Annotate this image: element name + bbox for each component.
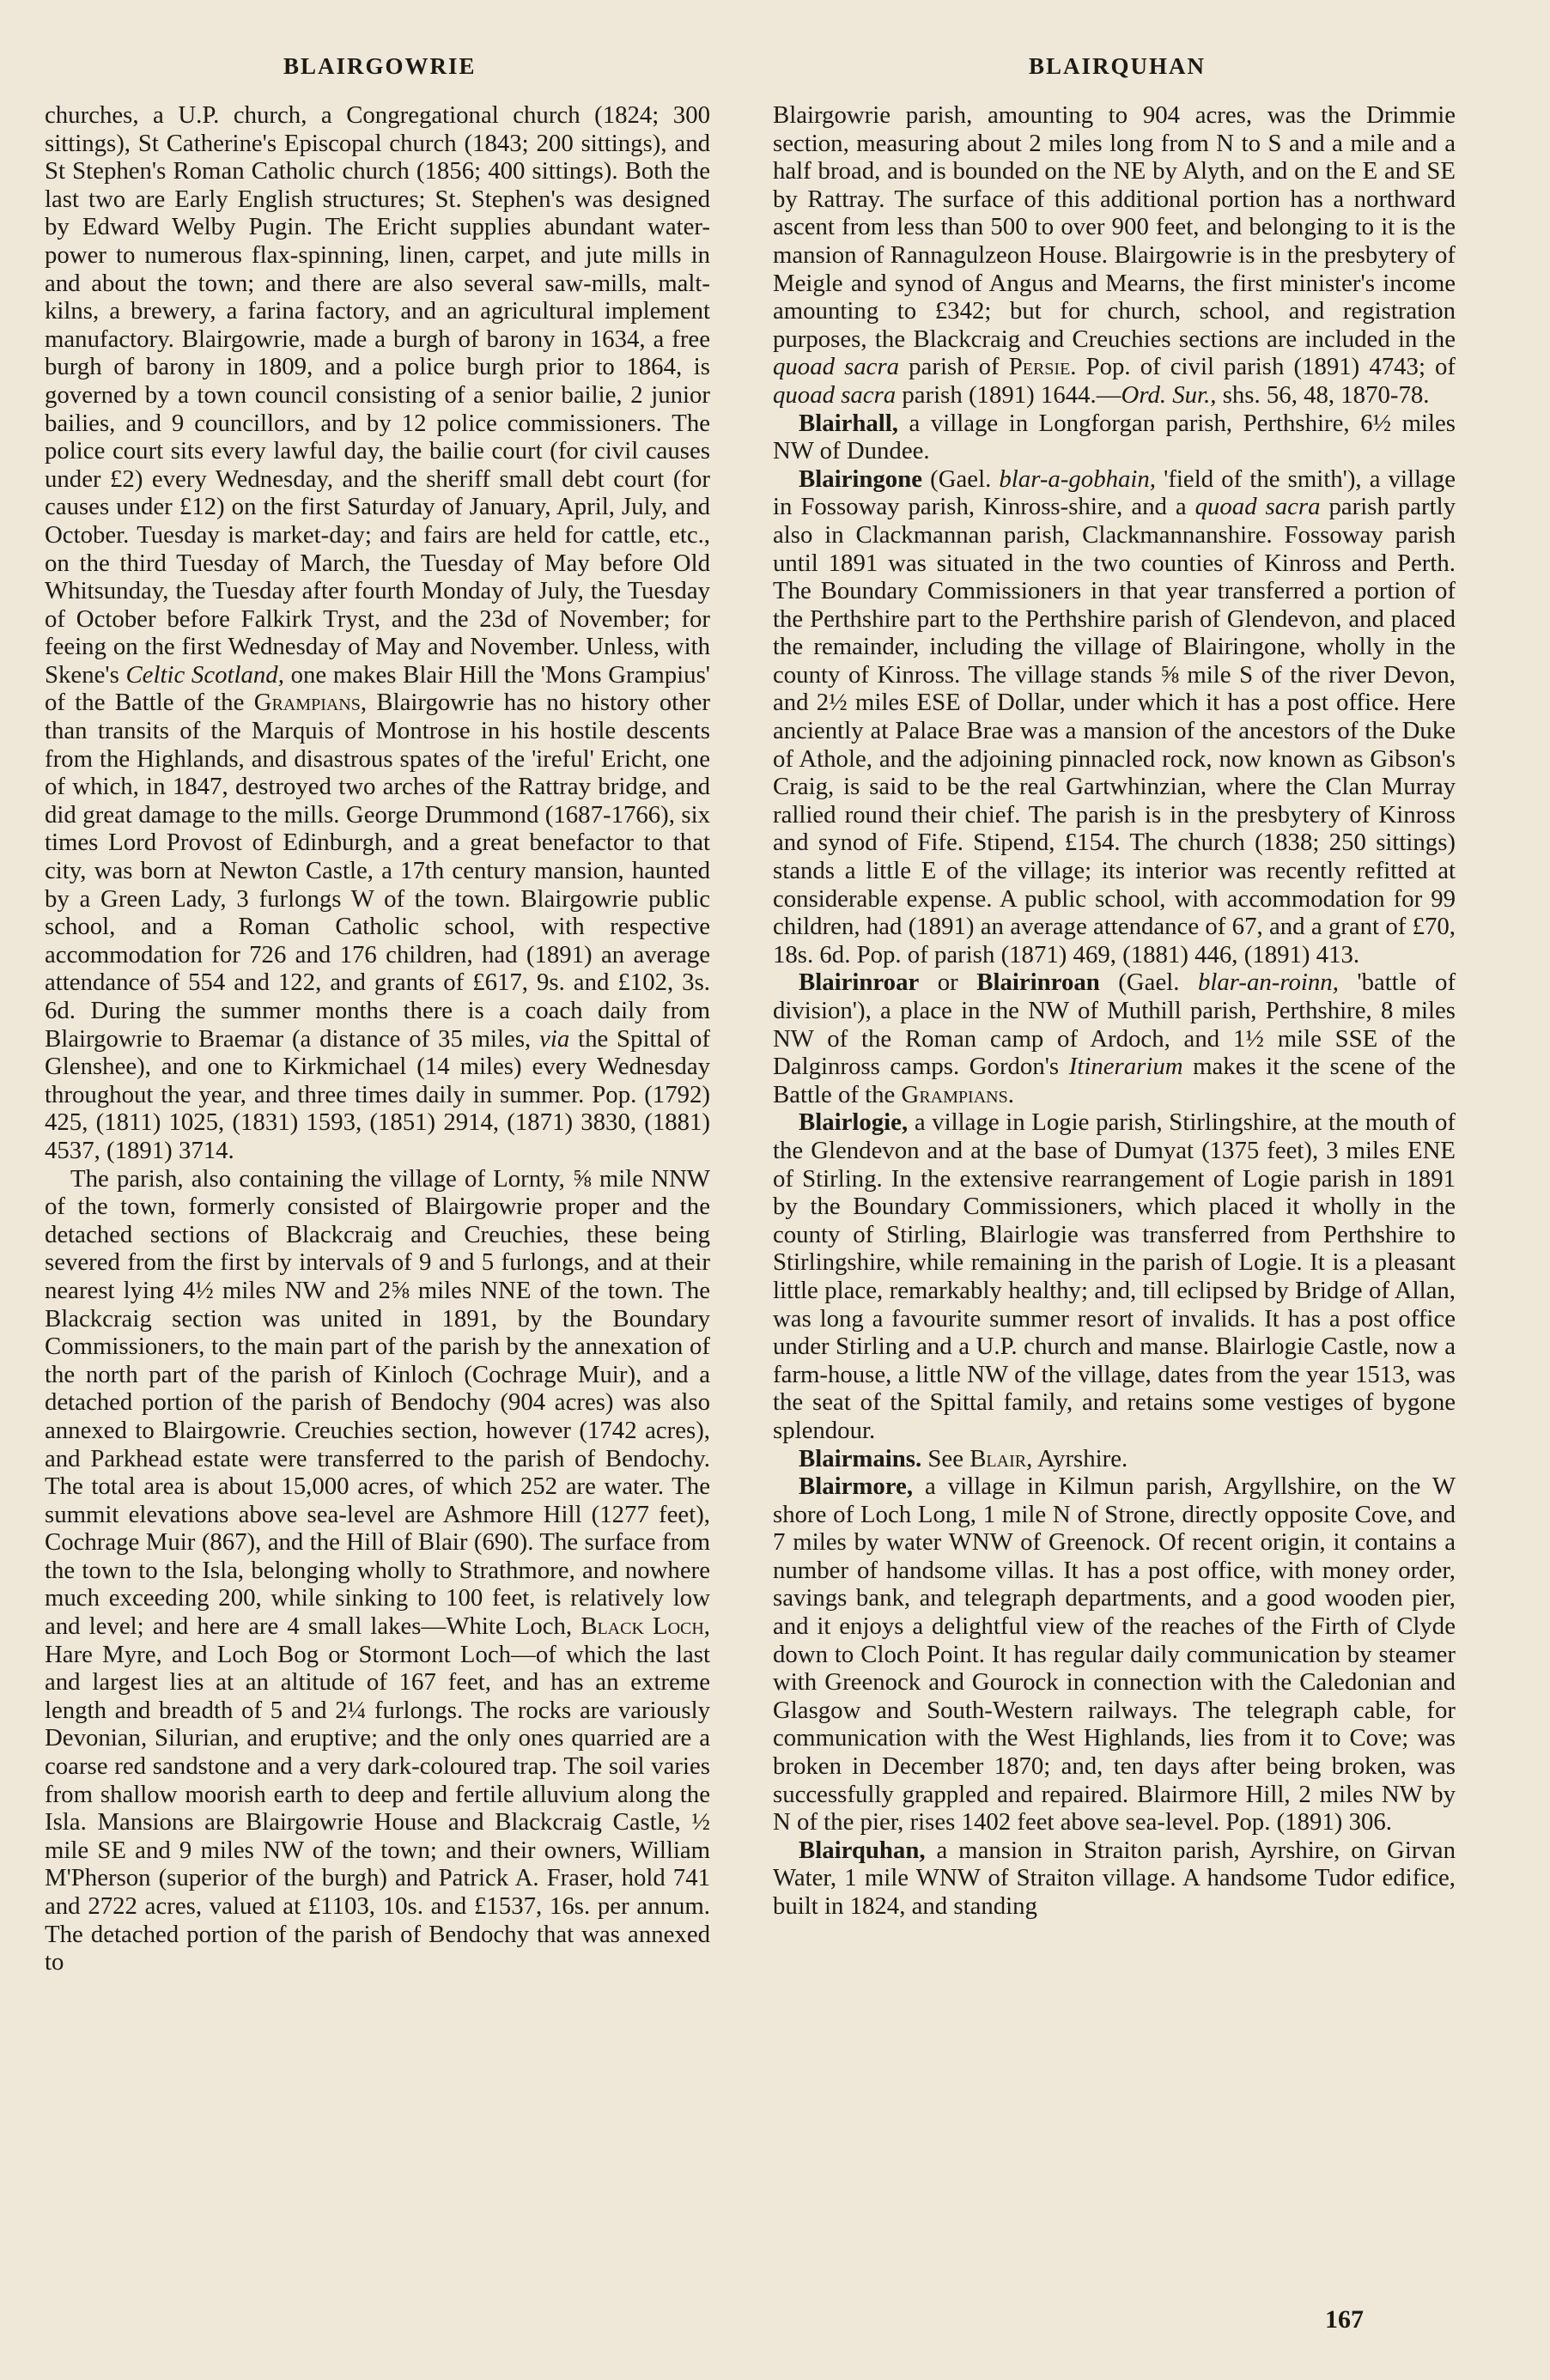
entry-blairinroar: Blairinroar or Blairinroan (Gael. blar-an-roinn, 'battle of division'), a place in the NW of Muthill parish, Perthshire, 8 miles NW of the Roman camp of Ardoch, and 1½ mile SSE of the Dalginross camps. Gordon's Itinerarium makes it the scene of the Battle of the Grampians. bbox=[773, 968, 1456, 1108]
running-head-right: BLAIRQUHAN bbox=[1029, 53, 1207, 79]
running-head-left: BLAIRGOWRIE bbox=[283, 53, 477, 79]
entry-blairquhan: Blairquhan, a mansion in Straiton parish, Ayrshire, on Girvan Water, 1 mile WNW of Straiton village. A handsome Tudor edifice, built in 1824, and standing bbox=[773, 1836, 1456, 1920]
entry-blairingone: Blairingone (Gael. blar-a-gobhain, 'field of the smith'), a village in Fossoway parish, Kinross-shire, and a quoad sacra parish partly also in Clackmannan parish, Clackmannanshire. Fossoway parish until 1891 was situated in the two counties of Kinross and Perth. The Boundary Commissioners in that year transferred a portion of the Perthshire part to the Perthshire parish of Glendevon, and placed the remainder, including the village of Blairingone, wholly in the county of Kinross. The village stands ⅝ mile S of the river Devon, and 2½ miles ESE of Dollar, under which it has a post office. Here anciently at Palace Brae was a mansion of the ancestors of the Duke of Athole, and the adjoining pinnacled rock, now known as Gibson's Craig, is said to be the real Gartwhinzian, where the Clan Murray rallied round their chief. The parish is in the presbytery of Kinross and synod of Fife. Stipend, £154. The church (1838; 250 sittings) stands a little E of the village; its interior was recently refitted at considerable expense. A public school, with accommodation for 99 children, had (1891) an average attendance of 67, and a grant of £70, 18s. 6d. Pop. of parish (1871) 469, (1881) 446, (1891) 413. bbox=[773, 464, 1456, 968]
paragraph-blairgowrie-parish: The parish, also containing the village of Lornty, ⅝ mile NNW of the town, formerly consisted of Blairgowrie proper and the detached sections of Blackcraig and Creuchies, these being severed from the first by intervals of 9 and 5 furlongs, and at their nearest lying 4½ miles NW and 2⅝ miles NNE of the town. The Blackcraig section was united in 1891, by the Boundary Commissioners, to the main part of the parish by the annexation of the north part of the parish of Kinloch (Cochrage Muir), and a detached portion of the parish of Bendochy (904 acres) was also annexed to Blairgowrie. Creuchies section, however (1742 acres), and Parkhead estate were transferred to the parish of Bendochy. The total area is about 15,000 acres, of which 252 are water. The summit elevations above sea-level are Ashmore Hill (1277 feet), Cochrage Muir (867), and the Hill of Blair (690). The surface from the town to the Isla, belonging wholly to Strathmore, and nowhere much exceeding 200, while sinking to 100 feet, is relatively low and level; and here are 4 small lakes—White Loch, Black Loch, Hare Myre, and Loch Bog or Stormont Loch—of which the last and largest lies at an altitude of 167 feet, and has an extreme length and breadth of 5 and 2¼ furlongs. The rocks are variously Devonian, Silurian, and eruptive; and the only ones quarried are a coarse red sandstone and a very dark-coloured trap. The soil varies from shallow moorish earth to deep and fertile alluvium along the Isla. Mansions are Blairgowrie House and Blackcraig Castle, ½ mile SE and 9 miles NW of the town; and their owners, William M'Pherson (superior of the burgh) and Patrick A. Fraser, hold 741 and 2722 acres, valued at £1103, 10s. and £1537, 16s. per annum. The detached portion of the parish of Bendochy that was annexed to bbox=[45, 1164, 711, 1976]
right-column bbox=[773, 101, 1456, 1921]
left-column bbox=[45, 101, 710, 1976]
paragraph-blairgowrie-town: churches, a U.P. church, a Congregational church (1824; 300 sittings), St Catherine's Episcopal church (1843; 200 sittings), and St Stephen's Roman Catholic church (1856; 400 sittings). Both the last two are Early English structures; St. Stephen's was designed by Edward Welby Pugin. The Ericht supplies abundant water-power to numerous flax-spinning, linen, carpet, and jute mills in and about the town; and there are also several saw-mills, malt-kilns, a brewery, a farina factory, and an agricultural implement manufactory. Blairgowrie, made a burgh of barony in 1634, a free burgh of barony in 1809, and a police burgh prior to 1864, is governed by a town council consisting of a senior bailie, 2 junior bailies, and 9 councillors, and by 12 police commissioners. The police court sits every lawful day, the bailie court (for civil causes under £2) every Wednesday, and the sheriff small debt court (for causes under £12) on the first Saturday of January, April, July, and October. Tuesday is market-day; and fairs are held for cattle, etc., on the third Tuesday of March, the Tuesday of May before Old Whitsunday, the Tuesday after fourth Monday of July, the Tuesday of October before Falkirk Tryst, and the 23d of November; for feeing on the first Wednesday of May and November. Unless, with Skene's Celtic Scotland, one makes Blair Hill the 'Mons Grampius' of the Battle of the Grampians, Blairgowrie has no history other than transits of the Marquis of Montrose in his hostile descents from the Highlands, and disastrous spates of the 'ireful' Ericht, one of which, in 1847, destroyed two arches of the Rattray bridge, and did great damage to the mills. George Drummond (1687-1766), six times Lord Provost of Edinburgh, and a great benefactor to that city, was born at Newton Castle, a 17th century mansion, haunted by a Green Lady, 3 furlongs W of the town. Blairgowrie public school, and a Roman Catholic school, with respective accommodation for 726 and 176 children, had (1891) an average attendance of 554 and 122, and grants of £617, 9s. and £102, 3s. 6d. During the summer months there is a coach daily from Blairgowrie to Braemar (a distance of 35 miles, via the Spittal of Glenshee), and one to Kirkmichael (14 miles) every Wednesday throughout the year, and three times daily in summer. Pop. (1792) 425, (1811) 1025, (1831) 1593, (1851) 2914, (1871) 3830, (1881) 4537, (1891) 3714. bbox=[45, 101, 711, 1164]
entry-blairmore: Blairmore, a village in Kilmun parish, Argyllshire, on the W shore of Loch Long, 1 mile N of Strone, directly opposite Cove, and 7 miles by water WNW of Greenock. Of recent origin, it contains a number of handsome villas. It has a post office, with money order, savings bank, and telegraph departments, and a good wooden pier, and it enjoys a delightful view of the reaches of the Firth of Clyde down to Cloch Point. It has regular daily communication by steamer with Greenock and Gourock in connection with the Caledonian and Glasgow and South-Western railways. The telegraph cable, for communication with the West Highlands, lies from it to Cove; was broken in December 1870; and, ten days after being broken, was successfully grappled and repaired. Blairmore Hill, 2 miles NW by N of the pier, rises 1402 feet above sea-level. Pop. (1891) 306. bbox=[773, 1472, 1456, 1837]
entry-blairmains: Blairmains. See Blair, Ayrshire. bbox=[799, 1444, 1128, 1472]
paragraph-blairgowrie-continued: Blairgowrie parish, amounting to 904 acres, was the Drimmie section, measuring about 2 miles long from N to S and a mile and a half broad, and is bounded on the NE by Alyth, and on the E and SE by Rattray. The surface of this additional portion has a northward ascent from less than 500 to over 900 feet, and belonging to it is the mansion of Rannagulzeon House. Blairgowrie is in the presbytery of Meigle and synod of Angus and Mearns, the first minister's income amounting to £342; but for church, school, and registration purposes, the Blackcraig and Creuchies sections are included in the quoad sacra parish of Persie. Pop. of civil parish (1891) 4743; of quoad sacra parish (1891) 1644.—Ord. Sur., shs. 56, 48, 1870-78. bbox=[773, 101, 1456, 409]
page-number: 167 bbox=[1325, 2305, 1364, 2334]
entry-blairlogie: Blairlogie, a village in Logie parish, Stirlingshire, at the mouth of the Glendevon and at the base of Dumyat (1375 feet), 3 miles ENE of Stirling. In the extensive rearrangement of Logie parish in 1891 by the Boundary Commissioners, which placed it wholly in the county of Stirling, Blairlogie was transferred from Perthshire to Stirlingshire, while remaining in the parish of Logie. It is a pleasant little place, remarkably healthy; and, till eclipsed by Bridge of Allan, was long a favourite summer resort of invalids. It has a post office under Stirling and a U.P. church and manse. Blairlogie Castle, now a farm-house, a little NW of the village, dates from the year 1513, was the seat of the Spittal family, and retains some vestiges of bygone splendour. bbox=[773, 1108, 1456, 1444]
entry-blairhall: Blairhall, a village in Longforgan parish, Perthshire, 6½ miles NW of Dundee. bbox=[773, 409, 1456, 465]
